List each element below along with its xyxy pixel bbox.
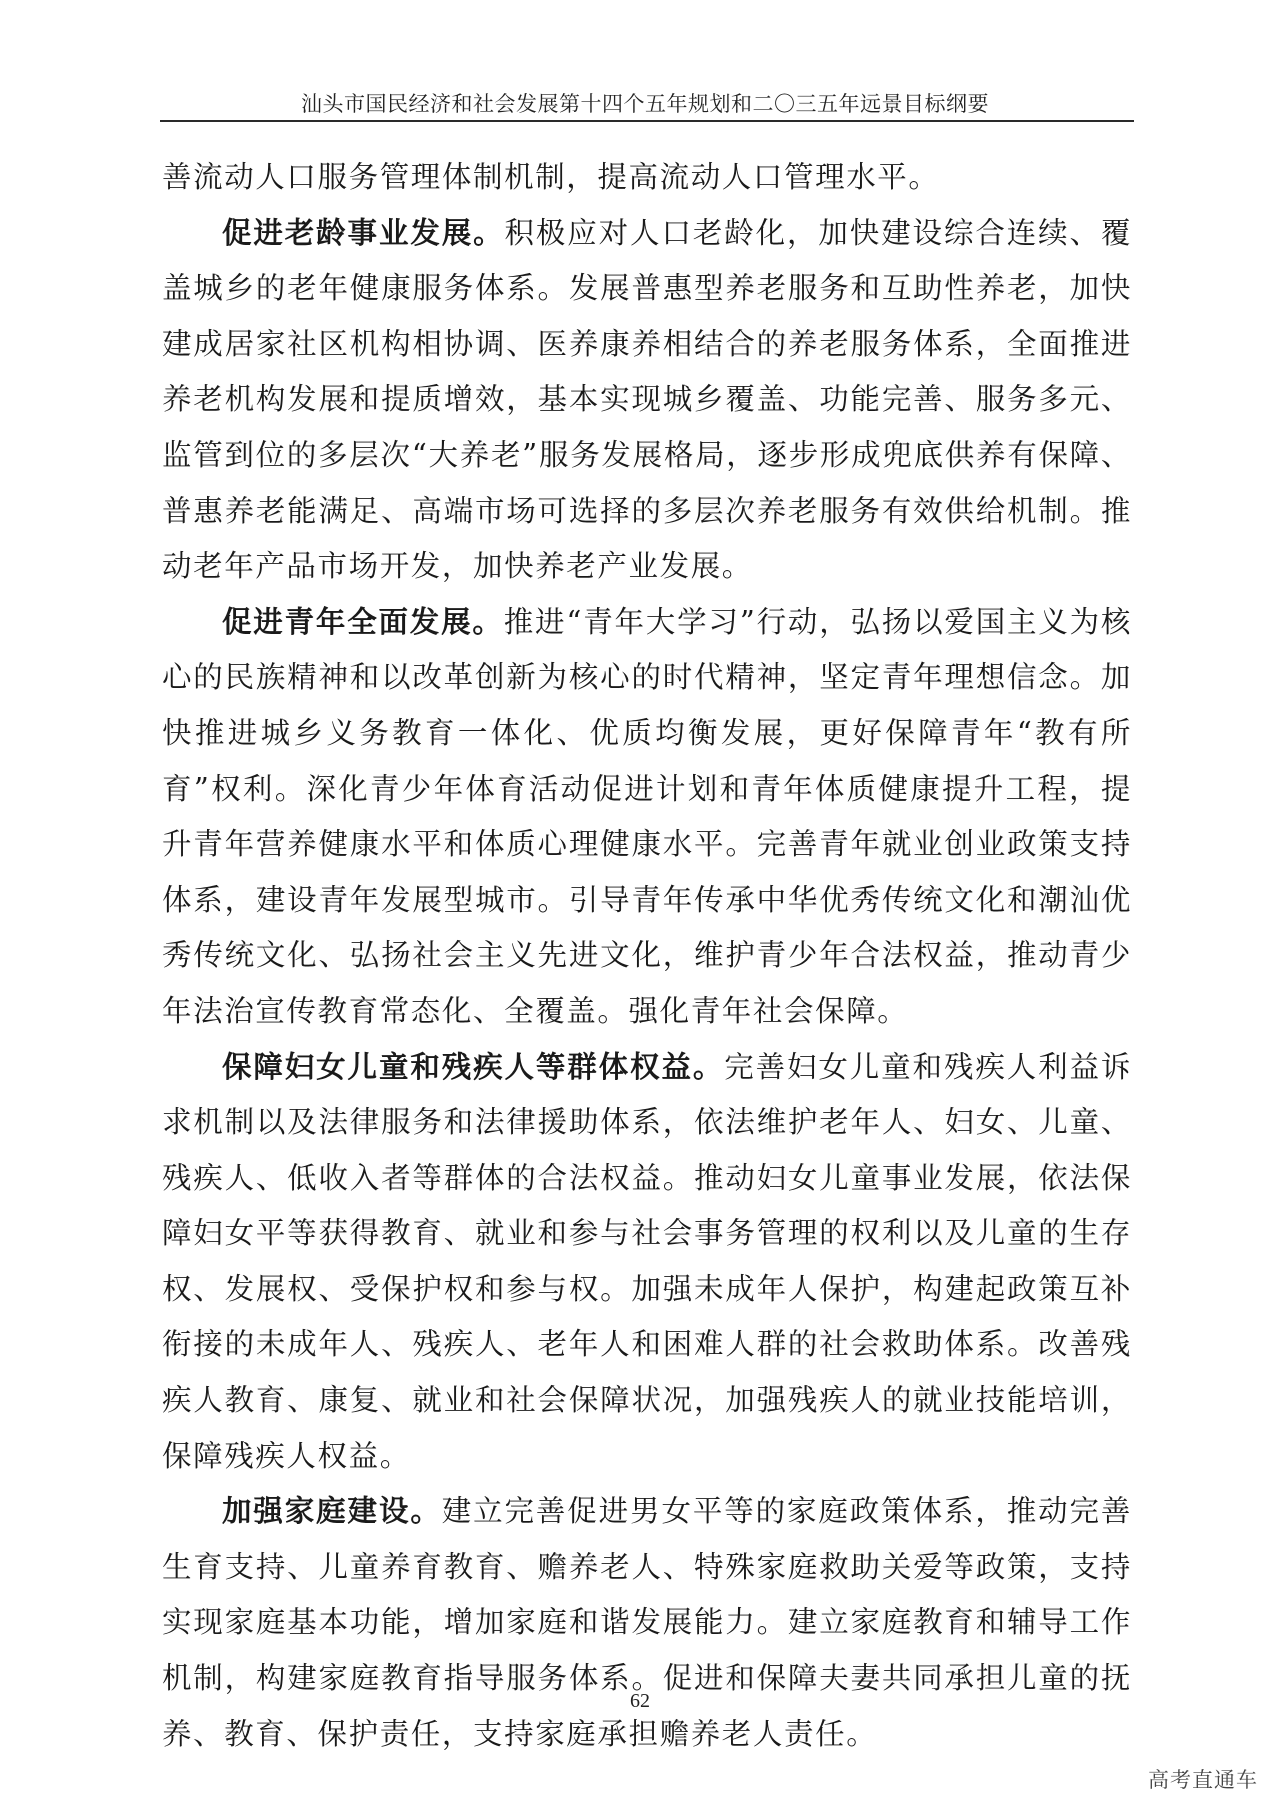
paragraph-continuation xyxy=(162,150,1132,206)
body-text xyxy=(162,150,1132,1762)
paragraph-text: 积极应对人口老龄化，加快建设综合连续、覆盖城乡的老年健康服务体系。发展普惠型养老服务和互助性养老，加快建成居家社区机构相协调、医养康养相结合的养老服务体系，全面推进养老机构发展和提质增效，基本实现城乡覆盖、功能完善、服务多元、监管到位的多层次“大养老”服务发展格局，逐步形成兜底供养有保障、普惠养老能满足、高端市场可选择的多层次养老服务有效供给机制。推动老年产品市场开发，加快养老产业发展。 xyxy=(162,215,1132,584)
watermark: 高考直通车 xyxy=(1148,1768,1258,1792)
paragraph-heading: 加强家庭建设。 xyxy=(222,1494,442,1529)
paragraph-family xyxy=(162,1484,1132,1762)
paragraph-text: 完善妇女儿童和残疾人利益诉求机制以及法律服务和法律援助体系，依法维护老年人、妇女、儿童、残疾人、低收入者等群体的合法权益。推动妇女儿童事业发展，依法保障妇女平等获得教育、就业和参与社会事务管理的权利以及儿童的生存权、发展权、受保护权和参与权。加强未成年人保护，构建起政策互补衔接的未成年人、残疾人、老年人和困难人群的社会救助体系。改善残疾人教育、康复、就业和社会保障状况，加强残疾人的就业技能培训，保障残疾人权益。 xyxy=(162,1049,1132,1473)
paragraph-heading: 促进青年全面发展。 xyxy=(222,604,504,639)
paragraph-text: 建立完善促进男女平等的家庭政策体系，推动完善生育支持、儿童养育教育、赡养老人、特殊家庭救助关爱等政策，支持实现家庭基本功能，增加家庭和谐发展能力。建立家庭教育和辅导工作机制，构建家庭教育指导服务体系。促进和保障夫妻共同承担儿童的抚养、教育、保护责任，支持家庭承担赡养老人责任。 xyxy=(162,1494,1133,1751)
paragraph-women-children-disabled xyxy=(162,1040,1132,1485)
paragraph-heading: 保障妇女儿童和残疾人等群体权益。 xyxy=(222,1049,725,1084)
running-header: 汕头市国民经济和社会发展第十四个五年规划和二〇三五年远景目标纲要 xyxy=(301,92,989,116)
page-number: 62 xyxy=(630,1690,650,1712)
paragraph-text: 推进“青年大学习”行动，弘扬以爱国主义为核心的民族精神和以改革创新为核心的时代精神，坚定青年理想信念。加快推进城乡义务教育一体化、优质均衡发展，更好保障青年“教有所育”权利。深化青少年体育活动促进计划和青年体质健康提升工程，提升青年营养健康水平和体质心理健康水平。完善青年就业创业政策支持体系，建设青年发展型城市。引导青年传承中华优秀传统文化和潮汕优秀传统文化、弘扬社会主义先进文化，维护青少年合法权益，推动青少年法治宣传教育常态化、全覆盖。强化青年社会保障。 xyxy=(162,604,1133,1028)
paragraph-heading: 促进老龄事业发展。 xyxy=(222,215,505,250)
paragraph-text: 善流动人口服务管理体制机制，提高流动人口管理水平。 xyxy=(162,160,940,194)
header-rule xyxy=(160,120,1134,122)
paragraph-elderly xyxy=(162,206,1132,595)
paragraph-youth xyxy=(162,595,1132,1040)
